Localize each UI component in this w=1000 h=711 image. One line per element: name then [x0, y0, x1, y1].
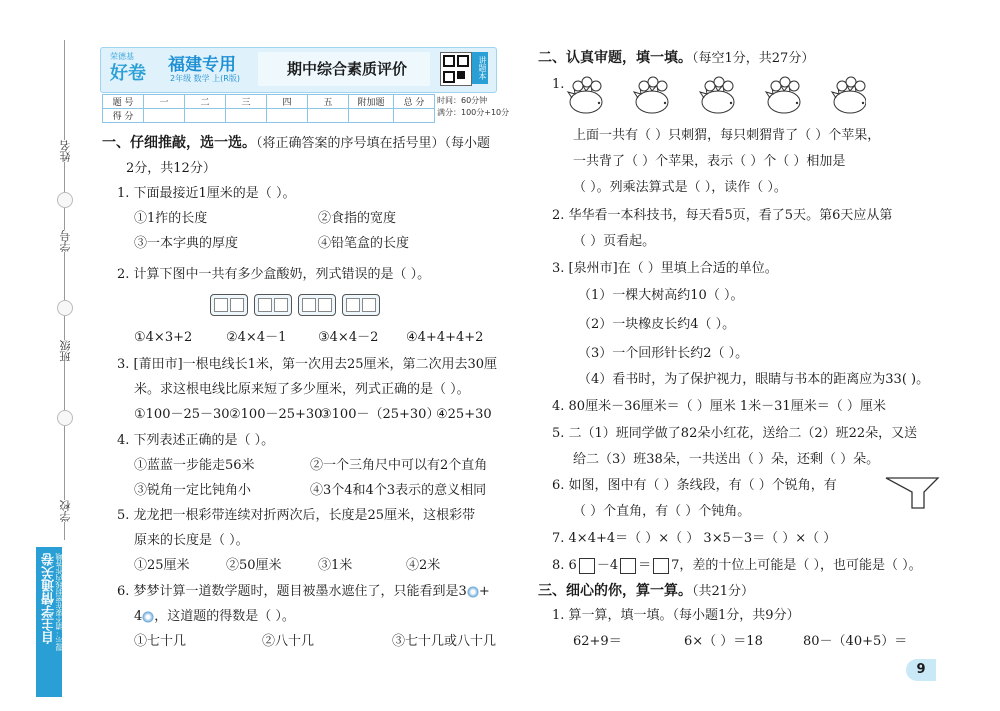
- table-cell: 得 分: [103, 109, 144, 123]
- score-table: [102, 94, 435, 123]
- question-stem: 2. 计算下图中一共有多少盒酸奶，列式错误的是（ ）。: [117, 267, 431, 282]
- table-cell: 附加题: [349, 95, 394, 109]
- question-stem: [117, 583, 490, 601]
- fill-line[interactable]: 7. 4×4+4＝（ ）×（ ） 3×5－3＝（ ）×（ ）: [552, 531, 837, 546]
- hedgehog-icon: [568, 77, 602, 113]
- fill-line[interactable]: 给二（3）班38朵，一共送出（ ）朵，还剩（ ）朵。: [573, 452, 880, 467]
- option-d[interactable]: ④4+4+4+2: [406, 330, 484, 345]
- table-cell: 五: [308, 95, 349, 109]
- option-a[interactable]: ①4×3+2: [134, 330, 193, 345]
- question-stem: 3. [泉州市]在（ ）里填上合适的单位。: [552, 261, 778, 276]
- binding-hole: [57, 410, 73, 426]
- question-stem-continued: 米。求这根电线比原来短了多少厘米，列式正确的是（ ）。: [134, 382, 470, 397]
- option-a[interactable]: ①1拃的长度: [134, 211, 208, 226]
- hedgehogs-figure: [566, 72, 866, 116]
- question-stem-continued: [134, 608, 295, 626]
- score-table-row: [103, 109, 435, 123]
- section-note: （每空1分，共27分）: [692, 51, 815, 66]
- score-table-row: [103, 95, 435, 109]
- section-title-text: 三、细心的你，算一算。: [538, 583, 692, 599]
- question-stem: 5. 龙龙把一根彩带连续对折两次后，长度是25厘米，这根彩带: [117, 508, 476, 523]
- section-title-text: 二、认真审题，填一填。: [538, 50, 692, 66]
- calc-item[interactable]: 80－（40+5）＝: [803, 634, 908, 649]
- spine-banner: [36, 547, 62, 697]
- section-title-text: 一、仔细推敲，选一选。: [102, 135, 256, 151]
- option-b[interactable]: ②一个三角尺中可以有2个直角: [310, 458, 488, 473]
- stem-text: ，这道题的得数是（ ）。: [154, 609, 295, 624]
- trapezoid-figure: [884, 474, 940, 510]
- fill-line[interactable]: （2）一块橡皮长约4（ ）。: [578, 317, 736, 332]
- name-label: 姓名: [59, 140, 72, 162]
- tag-label: 讲题本: [472, 52, 488, 84]
- ink-blot-icon: [142, 611, 154, 623]
- digit-box[interactable]: [653, 558, 669, 574]
- binding-hole: [57, 300, 73, 316]
- table-cell: 题 号: [103, 95, 144, 109]
- stem-text: 7，差的十位上可能是（ ），也可能是（ ）。: [671, 558, 922, 573]
- fill-line[interactable]: 4. 80厘米－36厘米＝（ ）厘米 1米－31厘米＝（ ）厘米: [552, 399, 886, 414]
- option-c[interactable]: ③4×4－2: [318, 330, 379, 345]
- yogurt-icon: [298, 294, 336, 316]
- table-cell: 三: [226, 95, 267, 109]
- grade-label: 2年级 数学 上(R版): [170, 74, 240, 83]
- brand-small: 荣德基: [110, 52, 134, 61]
- question-stem: 6. 如图，图中有（ ）条线段，有（ ）个锐角，有: [552, 478, 837, 493]
- question-stem: 1. 算一算，填一填。（每小题1分，共9分）: [552, 608, 800, 623]
- question-stem: 1. 下面最接近1厘米的是（ ）。: [117, 186, 296, 201]
- stem-text: +: [478, 584, 490, 599]
- score-field[interactable]: [144, 109, 185, 123]
- stem-text: －4: [596, 558, 619, 573]
- option-c[interactable]: ③100－（25+30）: [320, 407, 440, 422]
- shape-outline: [886, 478, 938, 508]
- section-3-title: [538, 582, 754, 601]
- ink-blot-icon: [467, 586, 479, 598]
- section-note: （将正确答案的序号填在括号里）（每小题: [256, 136, 491, 151]
- score-field[interactable]: [226, 109, 267, 123]
- yogurt-icon: [210, 294, 248, 316]
- question-number: 1.: [552, 77, 565, 92]
- class-label: 班级: [59, 340, 72, 362]
- option-b[interactable]: ②4×4－1: [226, 330, 287, 345]
- fill-line[interactable]: 上面一共有（ ）只刺猬，每只刺猬背了（ ）个苹果，: [573, 128, 881, 143]
- fill-line[interactable]: （ ）。列乘法算式是（ ），读作（ ）。: [573, 180, 787, 195]
- stem-text: ＝: [638, 558, 652, 573]
- spine-title: 自主学情通关卷: [42, 553, 57, 644]
- score-field[interactable]: [394, 109, 435, 123]
- brand-logo-text: 好卷: [110, 63, 146, 84]
- fill-line[interactable]: （ ）页看起。: [573, 234, 656, 249]
- school-label: 学校: [59, 500, 72, 522]
- option-a[interactable]: ①25厘米: [134, 558, 190, 573]
- score-field[interactable]: [267, 109, 308, 123]
- option-d[interactable]: ④铅笔盒的长度: [318, 236, 410, 251]
- time-limit: 时间：60分钟: [437, 96, 488, 105]
- option-b[interactable]: ②八十几: [262, 634, 315, 649]
- option-a[interactable]: ①100－25－30: [134, 407, 230, 422]
- option-b[interactable]: ②食指的宽度: [318, 211, 397, 226]
- score-field[interactable]: [185, 109, 226, 123]
- section-2-title: [538, 49, 814, 68]
- stem-text: 8. 6: [552, 558, 577, 573]
- option-b[interactable]: ②100－25+30: [229, 407, 323, 422]
- question-stem: 2. 华华看一本科技书，每天看5页，看了5天。第6天应从第: [552, 208, 893, 223]
- option-c[interactable]: ③七十几或八十几: [392, 634, 497, 649]
- page-number: 9: [906, 659, 936, 681]
- option-a[interactable]: ①七十几: [134, 634, 187, 649]
- stem-text: 6. 梦梦计算一道数学题时，题目被墨水遮住了，只能看到是3: [117, 584, 467, 599]
- score-field[interactable]: [308, 109, 349, 123]
- score-field[interactable]: [349, 109, 394, 123]
- section-note: （共21分）: [692, 584, 755, 599]
- option-d[interactable]: ④25+30: [436, 407, 492, 422]
- paper-title: 期中综合素质评价: [287, 60, 408, 78]
- hedgehog-icon: [634, 77, 668, 113]
- student-number-label: 学号: [59, 230, 72, 252]
- edition-label: 福建专用: [168, 55, 236, 75]
- seal-line: [64, 40, 65, 540]
- question-stem: 4. 下列表述正确的是（ ）。: [117, 433, 275, 448]
- option-c[interactable]: ③一本字典的厚度: [134, 236, 239, 251]
- yogurt-icon: [254, 294, 292, 316]
- option-b[interactable]: ②50厘米: [226, 558, 282, 573]
- yogurt-icon: [342, 294, 380, 316]
- calc-item[interactable]: 62+9＝: [573, 634, 622, 649]
- stem-text: 4: [134, 609, 143, 624]
- question-stem: 3. [莆田市]一根电线长1米，第一次用去25厘米，第二次用去30厘: [117, 357, 498, 372]
- table-cell: 四: [267, 95, 308, 109]
- qr-code-icon[interactable]: [440, 52, 472, 86]
- option-d[interactable]: ④2米: [406, 558, 441, 573]
- question-stem: 5. 二（1）班同学做了82朵小红花，送给二（2）班22朵，又送: [552, 426, 918, 441]
- question-stem-continued: 原来的长度是（ ）。: [134, 533, 249, 548]
- hedgehog-icon: [700, 77, 734, 113]
- binding-hole: [57, 192, 73, 208]
- hedgehog-icon: [766, 77, 800, 113]
- fill-line[interactable]: （3）一个回形针长约2（ ）。: [578, 346, 749, 361]
- fill-line[interactable]: [552, 557, 922, 575]
- full-score: 满分：100分+10分: [437, 108, 510, 117]
- option-a[interactable]: ①蓝蓝一步能走56米: [134, 458, 255, 473]
- table-cell: 二: [185, 95, 226, 109]
- fill-line[interactable]: （1）一棵大树高约10（ ）。: [578, 288, 744, 303]
- calc-item[interactable]: 6×（ ）＝18: [684, 634, 763, 649]
- exam-info: [437, 95, 509, 119]
- hedgehog-icon: [832, 77, 866, 113]
- spine-hint: 提示：请不要在密封线内作答哦: [55, 553, 63, 651]
- fill-line[interactable]: （ ）个直角，有（ ）个钝角。: [573, 504, 751, 519]
- section-note-continued: 2分，共12分）: [126, 161, 216, 176]
- option-c[interactable]: ③锐角一定比钝角小: [134, 483, 252, 498]
- section-1-title: [102, 134, 490, 153]
- table-cell: 总 分: [394, 95, 435, 109]
- digit-box[interactable]: [620, 558, 636, 574]
- option-d[interactable]: ④3个4和4个3表示的意义相同: [310, 483, 487, 498]
- digit-box[interactable]: [579, 558, 595, 574]
- option-c[interactable]: ③1米: [318, 558, 353, 573]
- fill-line[interactable]: 一共背了（ ）个苹果，表示（ ）个（ ）相加是: [573, 154, 846, 169]
- fill-line[interactable]: （4）看书时，为了保护视力，眼睛与书本的距离应为33( )。: [578, 372, 930, 387]
- table-cell: 一: [144, 95, 185, 109]
